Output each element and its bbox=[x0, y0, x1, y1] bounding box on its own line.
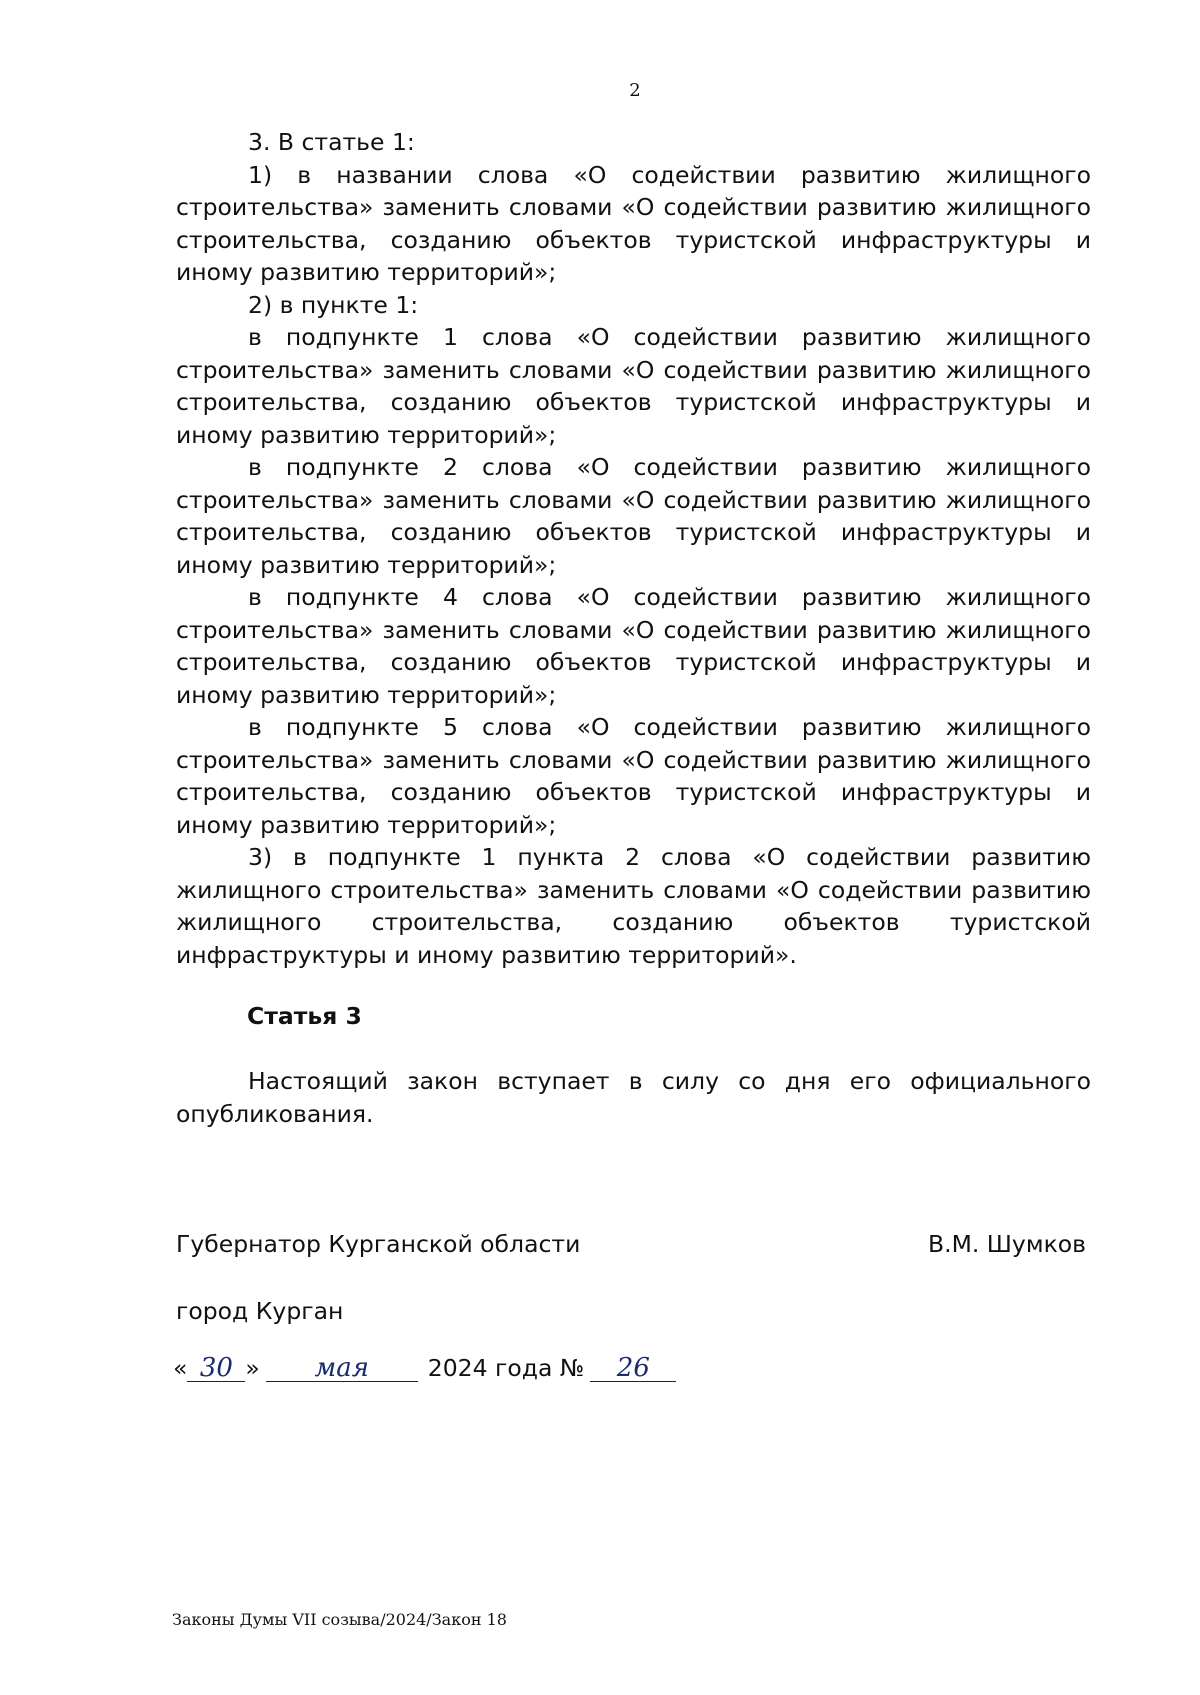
signature-block bbox=[176, 1228, 1086, 1260]
footer-reference: Законы Думы VII созыва/2024/Закон 18 bbox=[172, 1610, 507, 1629]
page-number: 2 bbox=[629, 80, 641, 101]
signatory-name: В.М. Шумков bbox=[928, 1230, 1086, 1258]
amendment-paragraph: в подпункте 4 слова «О содействии развитию жилищного строительства» заменить словами «О содействии развитию жилищного строительства, созданию объектов туристской инфраструктуры и иному развитию территорий»; bbox=[176, 583, 1091, 709]
date-year-text: 2024 года № bbox=[427, 1354, 585, 1382]
date-month-handwritten: мая bbox=[266, 1355, 418, 1382]
law-number-handwritten: 26 bbox=[590, 1355, 676, 1382]
date-day-handwritten: 30 bbox=[187, 1355, 245, 1382]
amendments-text bbox=[176, 126, 1091, 971]
amendment-paragraph: в подпункте 5 слова «О содействии развитию жилищного строительства» заменить словами «О содействии развитию жилищного строительства, созданию объектов туристской инфраструктуры и иному развитию территорий»; bbox=[176, 713, 1091, 839]
signatory-position: Губернатор Курганской области bbox=[176, 1230, 581, 1258]
date-open-quote: « bbox=[173, 1354, 188, 1382]
amendment-paragraph: в подпункте 2 слова «О содействии развитию жилищного строительства» заменить словами «О содействии развитию жилищного строительства, созданию объектов туристской инфраструктуры и иному развитию территорий»; bbox=[176, 453, 1091, 579]
amendment-paragraph: 1) в названии слова «О содействии развитию жилищного строительства» заменить словами «О содействии развитию жилищного строительства, созданию объектов туристской инфраструктуры и иному развитию территорий»; bbox=[176, 160, 1091, 286]
amendment-paragraph: 3) в подпункте 1 пункта 2 слова «О содействии развитию жилищного строительства» заменить словами «О содействии развитию жилищного строительства, созданию объектов туристской инфраструктуры и иному развитию территорий». bbox=[176, 843, 1091, 969]
amendment-paragraph: 2) в пункте 1: bbox=[248, 290, 419, 319]
date-line bbox=[173, 1352, 676, 1384]
article-heading: Статья 3 bbox=[247, 1002, 362, 1030]
amendment-paragraph: в подпункте 1 слова «О содействии развитию жилищного строительства» заменить словами «О содействии развитию жилищного строительства, созданию объектов туристской инфраструктуры и иному развитию территорий»; bbox=[176, 323, 1091, 449]
article-paragraph: Настоящий закон вступает в силу со дня его официального опубликования. bbox=[176, 1067, 1091, 1128]
date-close-quote: » bbox=[245, 1354, 260, 1382]
city-line: город Курган bbox=[176, 1297, 344, 1325]
article-body bbox=[176, 1065, 1091, 1130]
amendment-paragraph: 3. В статье 1: bbox=[248, 128, 415, 156]
